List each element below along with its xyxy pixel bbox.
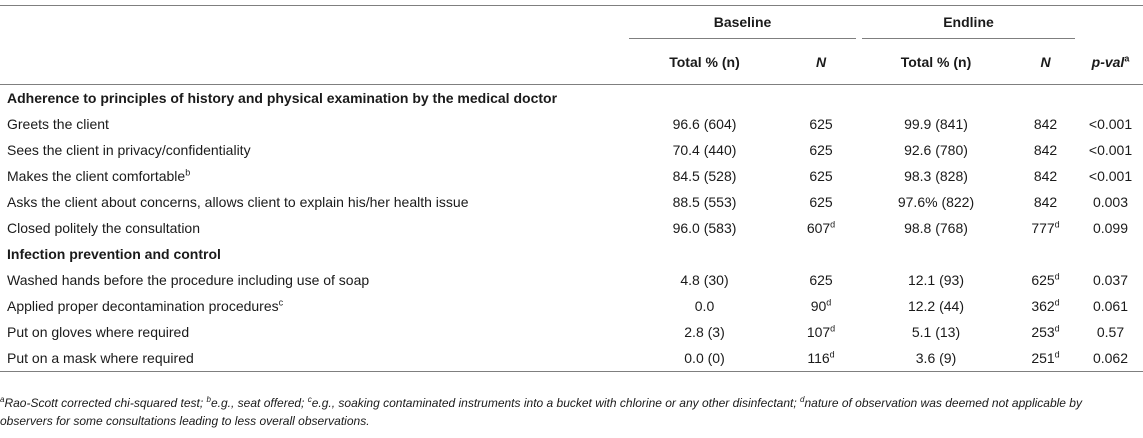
baseline-total-cell — [626, 293, 783, 319]
endline-total-cell-text: 12.2 (44) — [907, 298, 965, 314]
pval-cell — [1078, 111, 1143, 137]
table-row — [0, 267, 1143, 293]
baseline-total-cell — [626, 189, 783, 215]
pval-cell-text: 0.57 — [1096, 324, 1125, 340]
baseline-n-cell-text: 625 — [809, 168, 833, 184]
table-footnote: $^a$Rao-Scott corrected chi-squared test; $^b$e.g., seat offered; $^c$e.g., soaking contaminated instruments into a bucket with chlorine or any other disinfectant; $^d$nature of observation was deemed not applicable by observers for some consultations leading to less overall observations. — [0, 395, 1082, 428]
baseline-total-cell — [626, 319, 783, 345]
pval-cell-text: 0.037 — [1092, 272, 1129, 288]
pval-cell — [1078, 215, 1143, 241]
section-header-row — [0, 85, 1143, 112]
table-row — [0, 293, 1143, 319]
baseline-total-cell-text: 88.5 (553) — [672, 194, 737, 210]
endline-total-cell-text: 98.3 (828) — [904, 168, 968, 184]
row-label — [0, 111, 626, 137]
endline-n-cell — [1013, 137, 1078, 163]
endline-n-cell-text: 253 — [1031, 324, 1055, 340]
endline-total-cell — [859, 319, 1013, 345]
row-label-text: Washed hands before the procedure including use of soap — [7, 272, 370, 288]
header-baseline-total: Total % (n) — [626, 39, 783, 85]
endline-n-cell — [1013, 189, 1078, 215]
section-header-row — [0, 241, 1143, 267]
baseline-n-cell-footnote-mark: d — [829, 349, 835, 360]
pval-cell-text: 0.062 — [1092, 350, 1129, 366]
results-table — [0, 5, 1143, 372]
row-label — [0, 137, 626, 163]
baseline-n-cell — [783, 345, 859, 372]
row-label — [0, 345, 626, 372]
baseline-total-cell-text: 96.0 (583) — [672, 220, 737, 236]
baseline-n-cell — [783, 319, 859, 345]
baseline-n-cell-text: 625 — [809, 142, 833, 158]
baseline-n-cell-text: 625 — [809, 272, 833, 288]
baseline-n-cell — [783, 293, 859, 319]
table-body — [0, 85, 1143, 372]
row-label-text: Applied proper decontamination procedures — [7, 298, 279, 314]
endline-total-cell — [859, 111, 1013, 137]
baseline-total-cell-text: 4.8 (30) — [680, 272, 729, 288]
table-row — [0, 137, 1143, 163]
endline-total-cell — [859, 345, 1013, 372]
pval-cell — [1078, 137, 1143, 163]
baseline-n-cell — [783, 137, 859, 163]
pval-cell-text: <0.001 — [1088, 116, 1133, 132]
baseline-n-cell-footnote-mark: d — [830, 323, 836, 334]
endline-n-cell-footnote-mark: d — [1054, 349, 1060, 360]
baseline-total-cell — [626, 163, 783, 189]
endline-n-cell — [1013, 111, 1078, 137]
baseline-n-cell-text: 625 — [809, 194, 833, 210]
endline-n-cell — [1013, 163, 1078, 189]
baseline-total-cell-text: 0.0 — [694, 298, 715, 314]
group-header-endline: Endline — [862, 6, 1075, 39]
pval-cell — [1078, 319, 1143, 345]
pval-cell — [1078, 267, 1143, 293]
row-label — [0, 215, 626, 241]
header-baseline-n: N — [783, 39, 859, 85]
table-row — [0, 163, 1143, 189]
endline-n-cell — [1013, 215, 1078, 241]
baseline-total-cell — [626, 137, 783, 163]
baseline-total-cell-text: 0.0 (0) — [684, 350, 725, 366]
baseline-total-cell — [626, 267, 783, 293]
row-label-text: Put on a mask where required — [7, 350, 194, 366]
row-label-footnote-mark: b — [185, 167, 191, 178]
table-row — [0, 215, 1143, 241]
row-label-footnote-mark: c — [278, 297, 284, 308]
row-label-text: Put on gloves where required — [7, 324, 190, 340]
row-label — [0, 163, 626, 189]
endline-total-cell — [859, 215, 1013, 241]
pval-cell — [1078, 163, 1143, 189]
endline-total-cell-text: 97.6% (822) — [897, 194, 975, 210]
baseline-n-cell — [783, 189, 859, 215]
baseline-n-cell-text: 625 — [809, 116, 833, 132]
table-row — [0, 345, 1143, 372]
baseline-total-cell-text: 70.4 (440) — [672, 142, 737, 158]
baseline-n-cell-text: 116 — [807, 350, 830, 366]
endline-n-cell-text: 842 — [1033, 194, 1058, 210]
row-label — [0, 293, 626, 319]
table-row — [0, 319, 1143, 345]
baseline-n-cell — [783, 111, 859, 137]
table-row — [0, 111, 1143, 137]
baseline-total-cell — [626, 111, 783, 137]
endline-total-cell-text: 3.6 (9) — [915, 350, 957, 366]
endline-total-cell — [859, 163, 1013, 189]
group-header-baseline: Baseline — [629, 6, 856, 39]
endline-n-cell-text: 842 — [1033, 168, 1058, 184]
pval-cell-text: <0.001 — [1088, 142, 1133, 158]
baseline-total-cell — [626, 345, 783, 372]
endline-n-cell-footnote-mark: d — [1054, 219, 1060, 230]
baseline-total-cell-text: 84.5 (528) — [672, 168, 737, 184]
baseline-n-cell-footnote-mark: d — [826, 297, 832, 308]
endline-total-cell — [859, 137, 1013, 163]
pval-cell-text: 0.061 — [1092, 298, 1129, 314]
endline-n-cell — [1013, 345, 1078, 372]
header-endline-n: N — [1013, 39, 1078, 85]
baseline-n-cell — [783, 215, 859, 241]
endline-n-cell-text: 777 — [1031, 220, 1055, 236]
endline-total-cell — [859, 293, 1013, 319]
row-label-text: Makes the client comfortable — [7, 168, 186, 184]
endline-n-cell-footnote-mark: d — [1054, 271, 1060, 282]
header-column-row — [0, 39, 1143, 85]
endline-n-cell-text: 625 — [1031, 272, 1055, 288]
endline-total-cell-text: 5.1 (13) — [911, 324, 961, 340]
row-label-text: Greets the client — [7, 116, 109, 132]
pval-cell — [1078, 293, 1143, 319]
pval-cell-text: 0.099 — [1092, 220, 1129, 236]
row-label-text: Closed politely the consultation — [7, 220, 201, 236]
baseline-n-cell-text: 90 — [810, 298, 827, 314]
baseline-n-cell — [783, 267, 859, 293]
section-title: Adherence to principles of history and physical examination by the medical doctor — [7, 90, 558, 106]
baseline-n-cell-text: 107 — [806, 324, 831, 340]
baseline-n-cell — [783, 163, 859, 189]
baseline-total-cell-text: 2.8 (3) — [684, 324, 725, 340]
pval-cell — [1078, 189, 1143, 215]
endline-n-cell-text: 251 — [1031, 350, 1055, 366]
endline-n-cell-text: 362 — [1031, 298, 1055, 314]
endline-n-cell-text: 842 — [1033, 142, 1058, 158]
header-group-row — [0, 6, 1143, 40]
endline-n-cell-footnote-mark: d — [1054, 297, 1060, 308]
row-label-text: Asks the client about concerns, allows client to explain his/her health issue — [7, 194, 469, 210]
baseline-n-cell-text: 607 — [806, 220, 831, 236]
row-label — [0, 319, 626, 345]
endline-total-cell-text: 92.6 (780) — [904, 142, 968, 158]
endline-total-cell-text: 99.9 (841) — [904, 116, 968, 132]
pval-cell — [1078, 345, 1143, 372]
row-label-text: Sees the client in privacy/confidentiality — [7, 142, 251, 158]
row-label — [0, 189, 626, 215]
endline-total-cell — [859, 189, 1013, 215]
baseline-total-cell — [626, 215, 783, 241]
endline-n-cell-footnote-mark: d — [1054, 323, 1060, 334]
endline-n-cell — [1013, 293, 1078, 319]
row-label — [0, 267, 626, 293]
pval-cell-text: <0.001 — [1088, 168, 1133, 184]
table-row — [0, 189, 1143, 215]
endline-n-cell — [1013, 267, 1078, 293]
endline-total-cell-text: 12.1 (93) — [907, 272, 965, 288]
header-endline-total: Total % (n) — [859, 39, 1013, 85]
endline-total-cell — [859, 267, 1013, 293]
baseline-n-cell-footnote-mark: d — [830, 219, 836, 230]
endline-total-cell-text: 98.8 (768) — [904, 220, 968, 236]
endline-n-cell — [1013, 319, 1078, 345]
endline-n-cell-text: 842 — [1033, 116, 1058, 132]
pval-cell-text: 0.003 — [1092, 194, 1129, 210]
baseline-total-cell-text: 96.6 (604) — [672, 116, 737, 132]
section-title: Infection prevention and control — [7, 246, 221, 262]
header-pval: p-val$^a$ — [1078, 39, 1143, 85]
